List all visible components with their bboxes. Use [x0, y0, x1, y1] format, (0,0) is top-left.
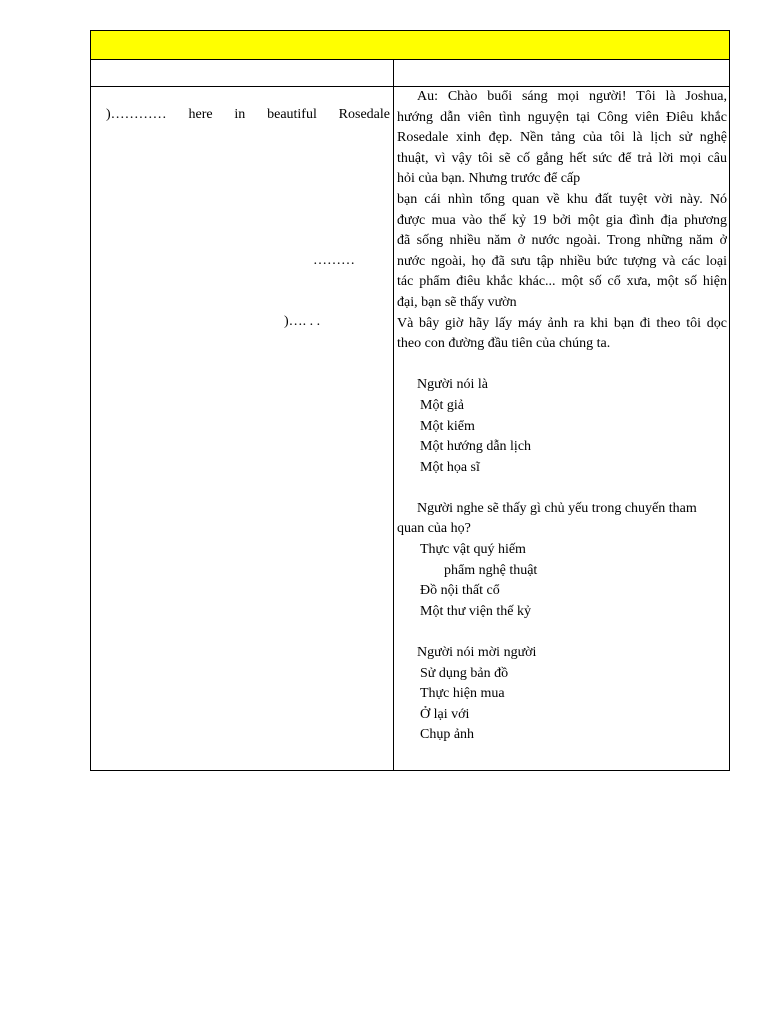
option-item: phẩm nghệ thuật — [444, 562, 538, 578]
question-stem: quan của họ? — [397, 521, 471, 537]
passage-line: bạn cái nhìn tổng quan về khu đất tuyệt vời này. Nó — [397, 191, 727, 207]
header-cell-left — [91, 60, 394, 86]
question-1 — [397, 375, 727, 478]
question-stem: Người nói mời người — [417, 645, 537, 661]
passage-line: đại, bạn sẽ thấy vườn — [397, 294, 517, 310]
option-item: Một họa sĩ — [420, 459, 480, 475]
option-item: Sử dụng bản đồ — [420, 665, 509, 681]
passage-line: hướng dẫn viên tình nguyện tại Công viên Điêu khắc — [397, 109, 727, 125]
passage-line: được mua vào thế kỷ 19 bởi một gia đình địa phương — [397, 212, 727, 228]
passage-line: Rosedale xinh đẹp. Nền tảng của tôi là lịch sử nghệ — [397, 130, 727, 146]
question-stem: Người nói là — [417, 377, 488, 393]
header-bar — [91, 31, 729, 60]
passage-line: thuật, vì vậy tôi sẽ cố gắng hết sức để trả lời mọi câu — [397, 150, 727, 166]
option-item: Chụp ảnh — [420, 727, 475, 743]
left-line-3: )…. . . — [284, 314, 321, 329]
left-column — [91, 87, 394, 770]
left-line-2: ……… — [313, 253, 355, 268]
question-3 — [397, 643, 727, 746]
passage-line: Au: Chào buổi sáng mọi người! Tôi là Joshua, — [417, 89, 727, 104]
worksheet-table — [90, 30, 730, 771]
content-row — [91, 87, 729, 770]
option-item: Một kiểm — [420, 418, 475, 434]
option-item: Đồ nội thất cổ — [420, 583, 500, 599]
option-item: Ở lại với — [420, 706, 470, 722]
passage-line: hỏi của bạn. Nhưng trước để cấp — [397, 171, 581, 187]
option-item: Một giả — [420, 397, 464, 413]
passage-line: nước ngoài, họ đã sưu tập nhiều bức tượng và các loại — [397, 253, 727, 269]
passage-line: đã sống nhiều năm ở nước ngoài. Trong những năm ở — [397, 233, 727, 249]
left-line-1: )………… here in beautiful Rosedale — [106, 107, 390, 122]
option-item: Thực hiện mua — [420, 686, 505, 702]
passage-line: tác phẩm điêu khắc khác... một số cổ xưa, một số hiện — [397, 274, 727, 290]
passage-line: theo con đường đầu tiên của chúng ta. — [397, 336, 611, 352]
question-2 — [397, 499, 727, 623]
passage — [397, 87, 727, 355]
option-item: Một thư viện thế kỷ — [420, 603, 532, 619]
question-stem: Người nghe sẽ thấy gì chủ yếu trong chuyến tham — [417, 500, 697, 516]
option-item: Một hướng dẫn lịch — [420, 439, 532, 455]
passage-line: Và bây giờ hãy lấy máy ảnh ra khi bạn đi theo tôi dọc — [397, 315, 727, 331]
right-column — [394, 87, 729, 770]
header-row — [91, 60, 729, 87]
option-item: Thực vật quý hiếm — [420, 542, 526, 558]
